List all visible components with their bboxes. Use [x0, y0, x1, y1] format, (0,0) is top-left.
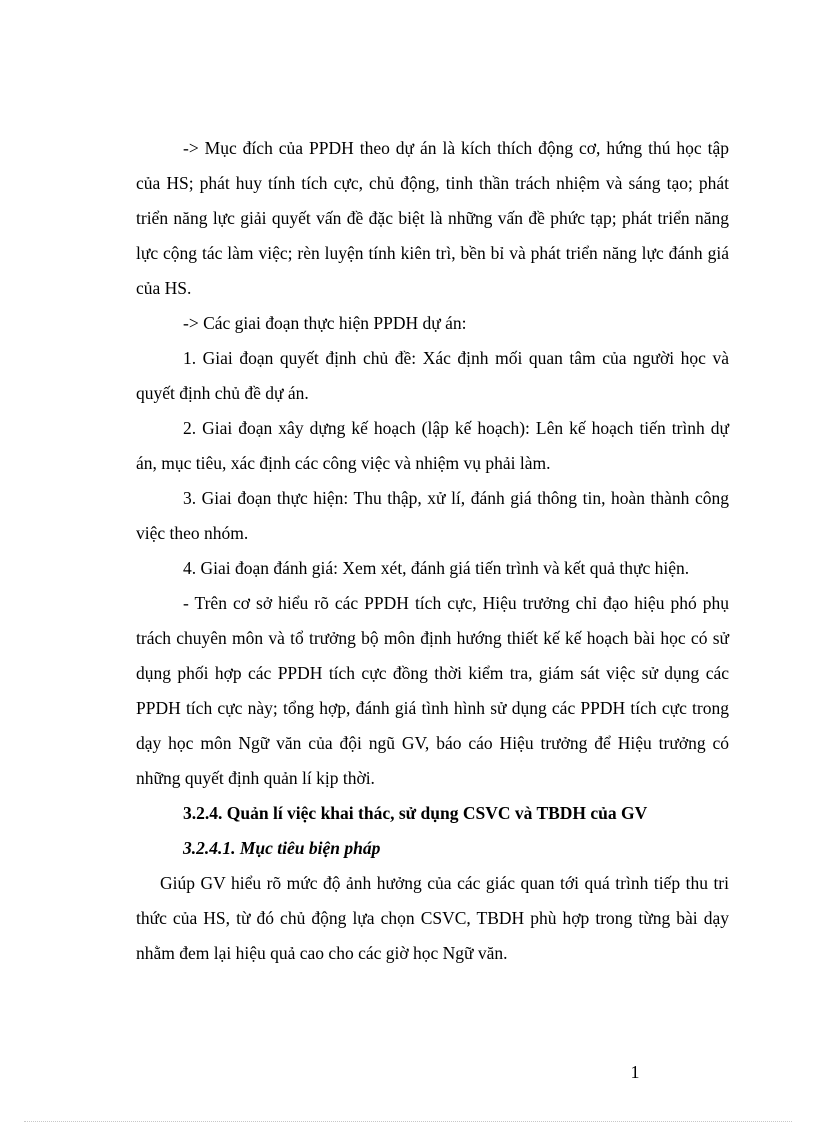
section-heading: 3.2.4. Quản lí việc khai thác, sử dụng CSVC và TBDH của GV — [183, 803, 648, 823]
page-bottom-edge — [24, 1121, 792, 1122]
paragraph-project-purpose: -> Mục đích của PPDH theo dự án là kích thích động cơ, hứng thú học tập của HS; phát huy tính tích cực, chủ động, tinh thần trách nhiệm và sáng tạo; phát triển năng lực giải quyết vấn đề đặc biệt là những vấn đề phức tạp; phát triển năng lực cộng tác làm việc; rèn luyện tính kiên trì, bền bỉ và phát triển năng lực đánh giá của HS. — [136, 138, 729, 298]
paragraph-stage-4: 4. Giai đoạn đánh giá: Xem xét, đánh giá tiến trình và kết quả thực hiện. — [183, 558, 690, 578]
page-body — [136, 131, 729, 971]
paragraph-stage-3: 3. Giai đoạn thực hiện: Thu thập, xử lí, đánh giá thông tin, hoàn thành công việc theo nhóm. — [136, 488, 729, 543]
page-number: 1 — [630, 1062, 640, 1082]
paragraph-principal-direction: - Trên cơ sở hiểu rõ các PPDH tích cực, Hiệu trưởng chỉ đạo hiệu phó phụ trách chuyên môn và tổ trưởng bộ môn định hướng thiết kế kế hoạch bài học có sử dụng phối hợp các PPDH tích cực đồng thời kiểm tra, giám sát việc sử dụng các PPDH tích cực này; tổng hợp, đánh giá tình hình sử dụng các PPDH tích cực trong dạy học môn Ngữ văn của đội ngũ GV, báo cáo Hiệu trưởng để Hiệu trưởng có những quyết định quản lí kịp thời. — [136, 593, 729, 788]
subsection-heading: 3.2.4.1. Mục tiêu biện pháp — [183, 838, 381, 858]
paragraph-stage-1: 1. Giai đoạn quyết định chủ đề: Xác định mối quan tâm của người học và quyết định chủ đề dự án. — [136, 348, 729, 403]
paragraph-measure-goal: Giúp GV hiểu rõ mức độ ảnh hưởng của các giác quan tới quá trình tiếp thu tri thức của HS, từ đó chủ động lựa chọn CSVC, TBDH phù hợp trong từng bài dạy nhằm đem lại hiệu quả cao cho các giờ học Ngữ văn. — [136, 873, 729, 963]
paragraph-project-stages-intro: -> Các giai đoạn thực hiện PPDH dự án: — [183, 313, 467, 333]
paragraph-stage-2: 2. Giai đoạn xây dựng kế hoạch (lập kế hoạch): Lên kế hoạch tiến trình dự án, mục tiêu, xác định các công việc và nhiệm vụ phải làm. — [136, 418, 729, 473]
